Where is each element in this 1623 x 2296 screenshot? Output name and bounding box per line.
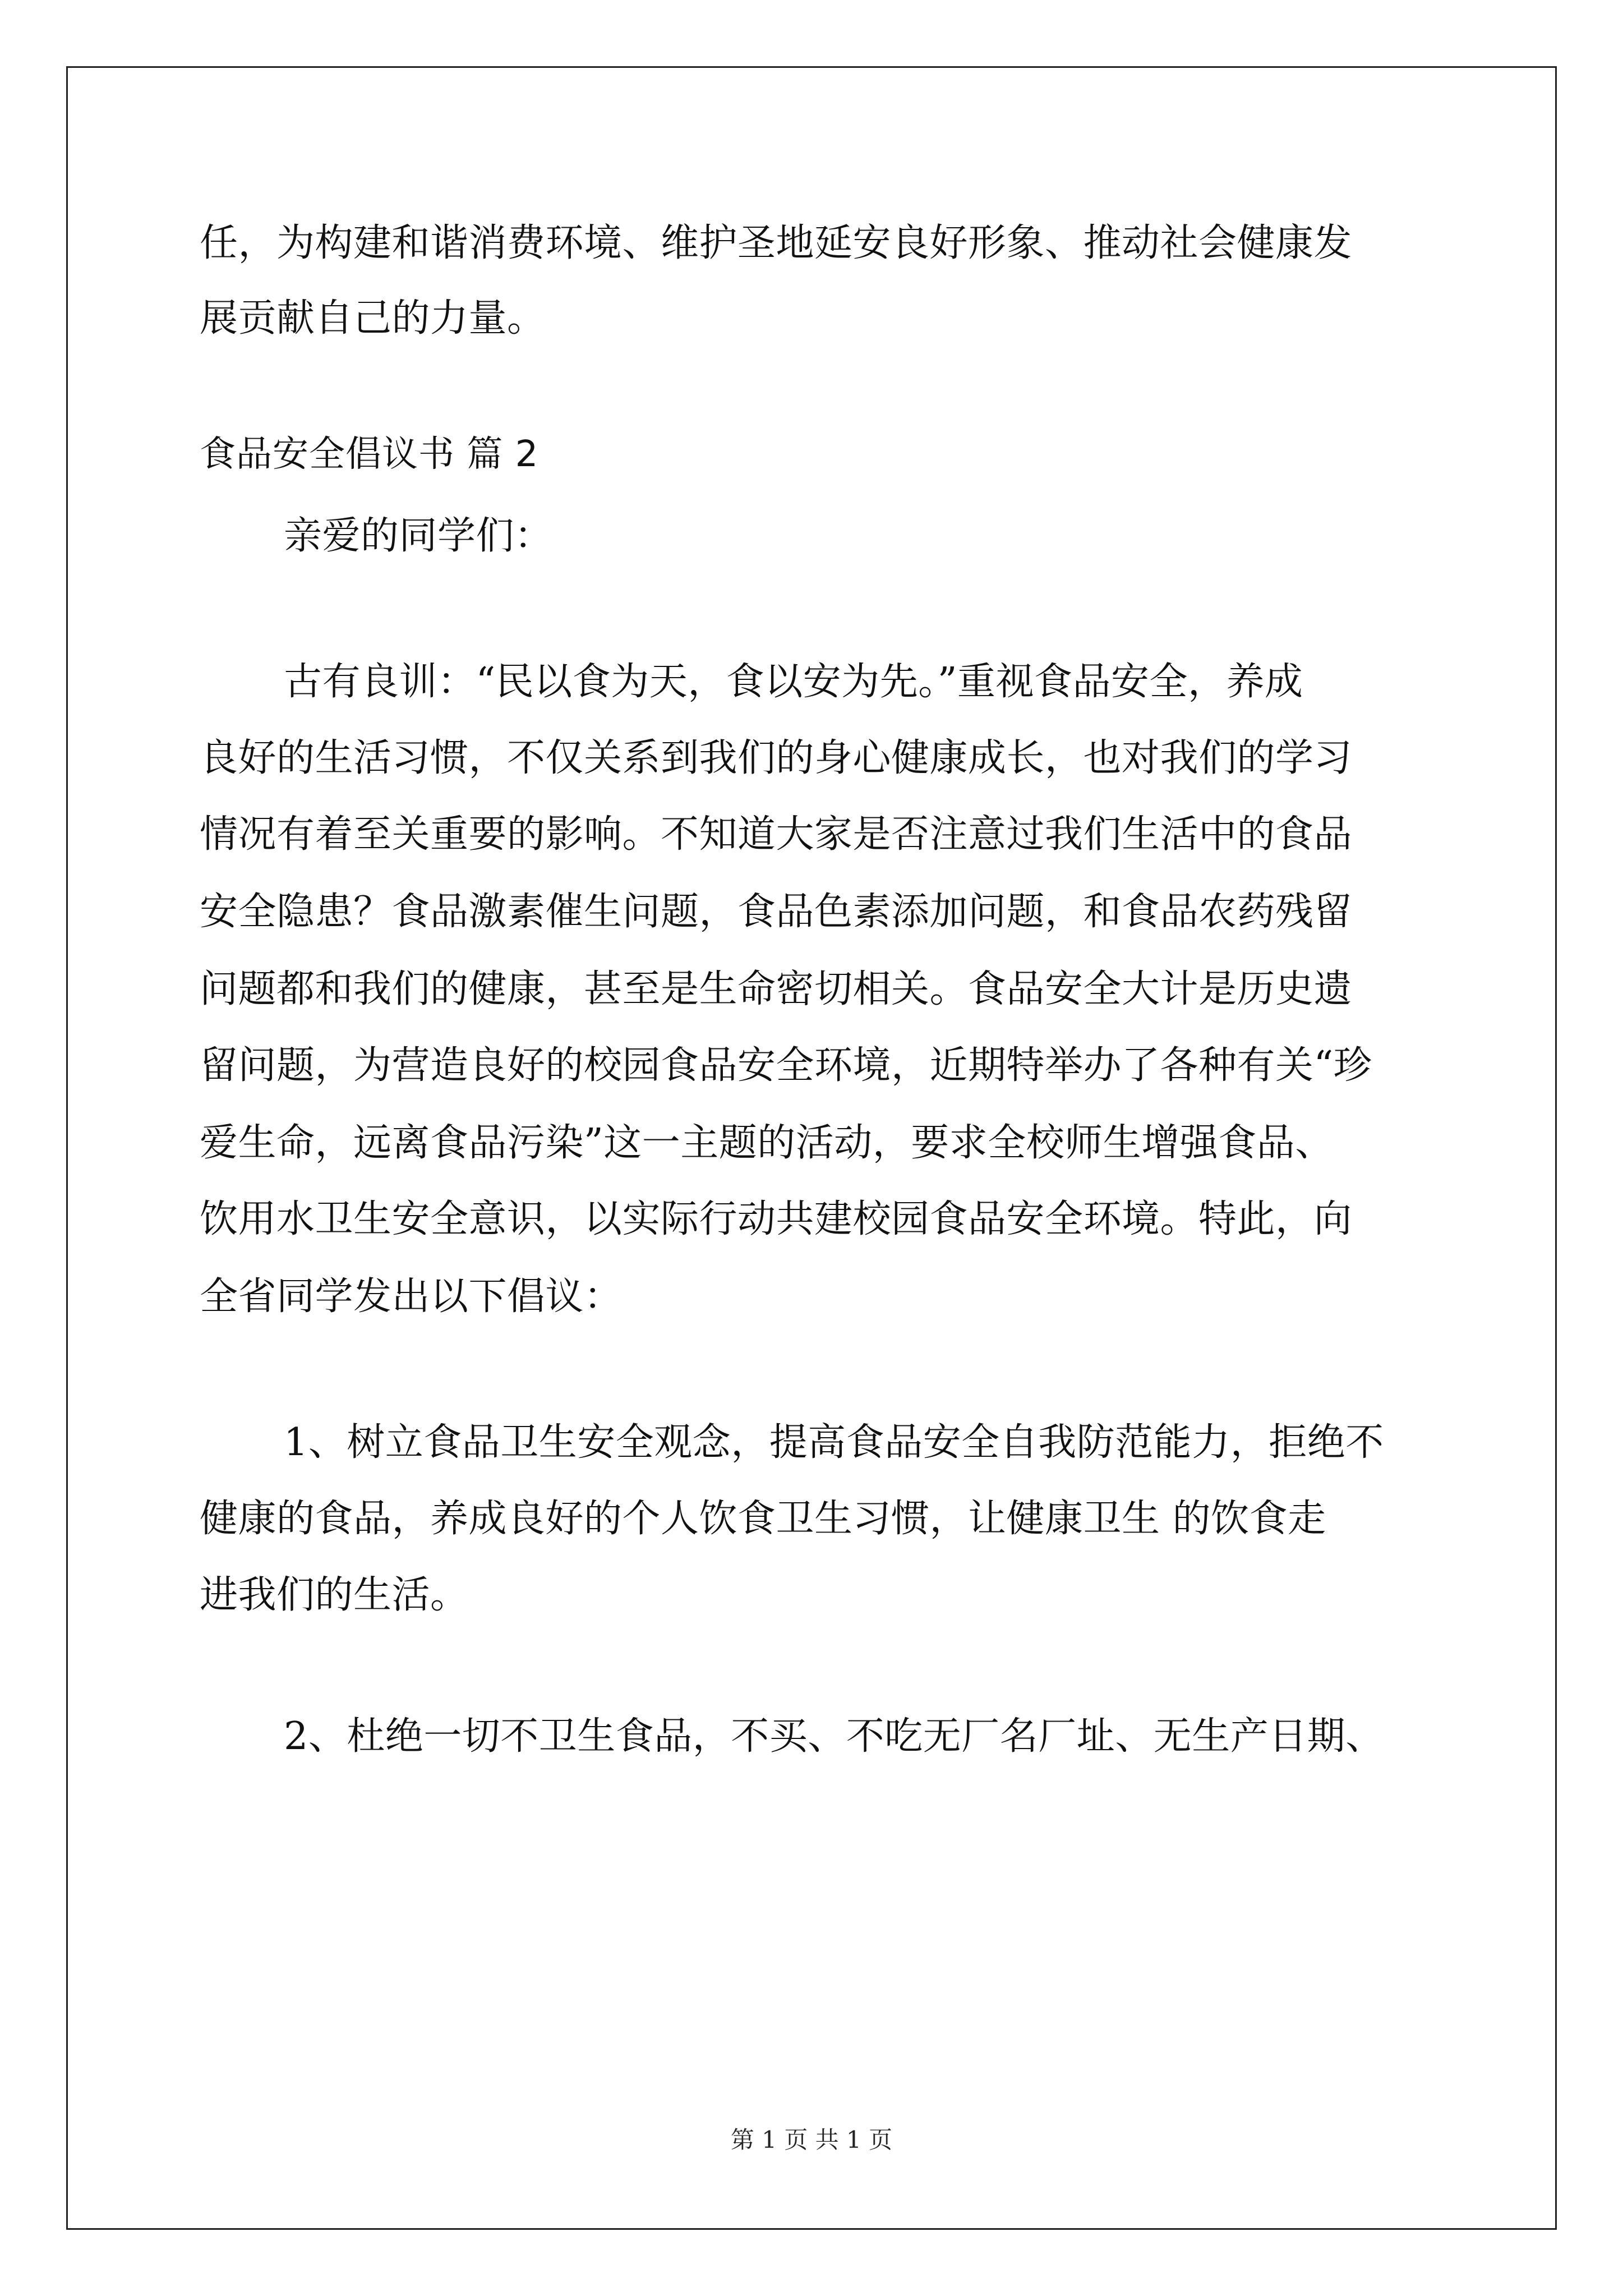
text-line: 问题都和我们的健康，甚至是生命密切相关。食品安全大计是历史遗 (200, 967, 1353, 1011)
salutation: 亲爱的同学们： (284, 514, 553, 558)
text-line: 安全隐患？食品激素催生问题，食品色素添加问题，和食品农药残留 (200, 890, 1353, 934)
text-line: 饮用水卫生安全意识，以实际行动共建校园食品安全环境。特此，向 (200, 1197, 1353, 1241)
text-line: 进我们的生活。 (200, 1573, 469, 1617)
section-heading: 食品安全倡议书 篇 2 (200, 434, 539, 475)
text-line: 全省同学发出以下倡议： (200, 1274, 623, 1319)
text-line: 情况有着至关重要的影响。不知道大家是否注意过我们生活中的食品 (200, 812, 1353, 857)
text-line: 古有良训：“民以食为天，食以安为先。”重视食品安全，养成 (284, 660, 1303, 704)
text-line: 健康的食品，养成良好的个人饮食卫生习惯，让健康卫生 的饮食走 (200, 1497, 1326, 1541)
text-line: 任，为构建和谐消费环境、维护圣地延安良好形象、推动社会健康发 (200, 221, 1353, 265)
text-line: 爱生命，远离食品污染”这一主题的活动，要求全校师生增强食品、 (200, 1121, 1334, 1165)
text-line: 1、树立食品卫生安全观念，提高食品安全自我防范能力，拒绝不 (284, 1420, 1384, 1465)
text-line: 展贡献自己的力量。 (200, 296, 546, 341)
text-line: 留问题，为营造良好的校园食品安全环境，近期特举办了各种有关“珍 (200, 1043, 1372, 1088)
text-line: 2、杜绝一切不卫生食品，不买、不吃无厂名厂址、无生产日期、 (284, 1714, 1384, 1759)
page-footer: 第 1 页 共 1 页 (730, 2126, 893, 2154)
text-line: 良好的生活习惯，不仅关系到我们的身心健康成长，也对我们的学习 (200, 736, 1353, 780)
